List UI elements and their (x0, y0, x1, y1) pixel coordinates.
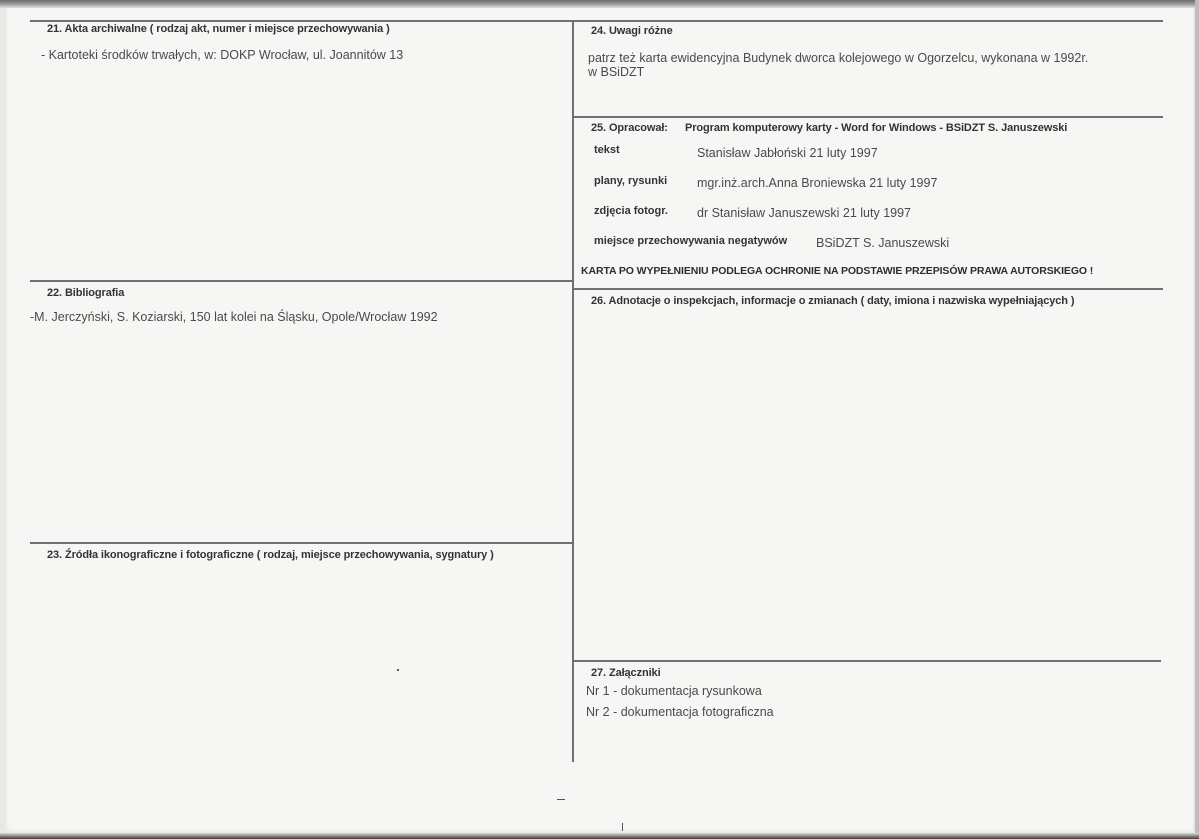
section-25-value-drawings: mgr.inż.arch.Anna Broniewska 21 luty 1997 (697, 176, 938, 190)
rule-24-25 (573, 116, 1163, 118)
section-22-heading: 22. Bibliografia (47, 287, 125, 299)
paper-speck (622, 823, 623, 831)
section-24-heading: 24. Uwagi różne (591, 25, 673, 37)
section-25-label-text: tekst (594, 144, 620, 156)
center-divider (572, 20, 574, 762)
section-25-label-photos: zdjęcia fotogr. (594, 205, 668, 217)
card-bottom-edge (0, 833, 1199, 839)
section-25-label-negatives: miejsce przechowywania negatywów (594, 235, 788, 247)
section-22-item: -M. Jerczyński, S. Koziarski, 150 lat kolei na Śląsku, Opole/Wrocław 1992 (30, 310, 438, 324)
section-26-heading: 26. Adnotacje o inspekcjach, informacje o zmianach ( daty, imiona i nazwiska wypełniających ) (591, 295, 1075, 307)
rule-26-27 (573, 660, 1161, 662)
section-25-value-negatives: BSiDZT S. Januszewski (816, 236, 950, 250)
section-21-item: - Kartoteki środków trwałych, w: DOKP Wrocław, ul. Joannitów 13 (41, 48, 404, 62)
copyright-notice: KARTA PO WYPEŁNIENIU PODLEGA OCHRONIE NA PODSTAWIE PRZEPISÓW PRAWA AUTORSKIEGO ! (581, 265, 1094, 277)
section-27-heading: 27. Załączniki (591, 667, 661, 679)
section-25-value-text: Stanisław Jabłoński 21 luty 1997 (697, 146, 878, 160)
section-25-heading-text: Program komputerowy karty - Word for Windows - BSiDZT S. Januszewski (685, 122, 1068, 134)
section-27-item-2: Nr 2 - dokumentacja fotograficzna (586, 705, 774, 719)
paper-speck (557, 799, 565, 800)
section-25-label-drawings: plany, rysunki (594, 175, 668, 187)
top-rule-left (30, 20, 573, 22)
section-23-heading: 23. Źródła ikonograficzne i fotograficzne ( rodzaj, miejsce przechowywania, sygnatury ) (47, 549, 494, 561)
card-right-edge (1195, 0, 1199, 839)
paper-speck (397, 669, 399, 671)
section-24-text-line1: patrz też karta ewidencyjna Budynek dworca kolejowego w Ogorzelcu, wykonana w 1992r. (588, 51, 1089, 65)
rule-22-23 (30, 542, 573, 544)
section-21-heading: 21. Akta archiwalne ( rodzaj akt, numer i miejsce przechowywania ) (47, 23, 390, 35)
section-25-heading-label: 25. Opracował: (591, 122, 668, 134)
section-27-item-1: Nr 1 - dokumentacja rysunkowa (586, 684, 762, 698)
card-top-edge (0, 0, 1199, 8)
rule-21-22 (30, 280, 573, 282)
top-rule-right (573, 20, 1163, 22)
rule-25-26 (573, 288, 1163, 290)
section-24-text-line2: w BSiDZT (588, 65, 645, 79)
section-25-value-photos: dr Stanisław Januszewski 21 luty 1997 (697, 206, 912, 220)
